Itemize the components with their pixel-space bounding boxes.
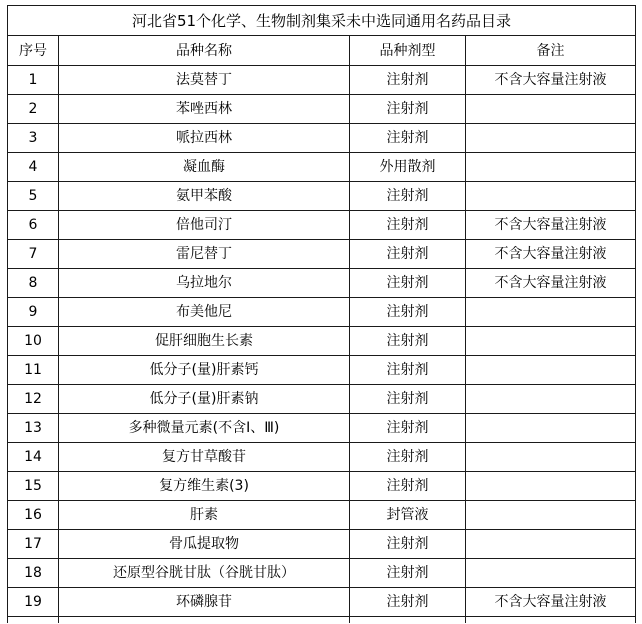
row-index-cell: 6 [8,211,59,240]
drug-name-cell: 骨瓜提取物 [59,530,350,559]
cropped-cell [8,617,59,624]
table-title: 河北省51个化学、生物制剂集采未中选同通用名药品目录 [8,6,636,36]
cropped-cell [466,617,636,624]
dosage-form-cell: 注射剂 [350,472,466,501]
note-cell [466,385,636,414]
row-index-cell: 9 [8,298,59,327]
drug-name-cell: 倍他司汀 [59,211,350,240]
row-index-cell: 15 [8,472,59,501]
drug-name-cell: 布美他尼 [59,298,350,327]
drug-name-cell: 低分子(量)肝素钙 [59,356,350,385]
dosage-form-cell: 注射剂 [350,211,466,240]
cropped-table-row [8,617,636,624]
table-row [8,269,636,298]
drug-name-cell: 还原型谷胱甘肽（谷胱甘肽） [59,559,350,588]
table-row [8,240,636,269]
note-cell [466,414,636,443]
cropped-cell [59,617,350,624]
drug-name-cell: 哌拉西林 [59,124,350,153]
note-cell: 不含大容量注射液 [466,240,636,269]
drug-catalog-table [7,5,636,623]
dosage-form-cell: 注射剂 [350,182,466,211]
drug-name-cell: 雷尼替丁 [59,240,350,269]
note-cell [466,124,636,153]
drug-name-cell: 法莫替丁 [59,66,350,95]
dosage-form-cell: 注射剂 [350,95,466,124]
table-row [8,298,636,327]
table-row [8,588,636,617]
header-form: 品种剂型 [350,36,466,66]
table-body [8,66,636,624]
note-cell [466,559,636,588]
row-index-cell: 13 [8,414,59,443]
note-cell: 不含大容量注射液 [466,66,636,95]
row-index-cell: 3 [8,124,59,153]
table-row [8,443,636,472]
dosage-form-cell: 注射剂 [350,66,466,95]
dosage-form-cell: 注射剂 [350,327,466,356]
row-index-cell: 1 [8,66,59,95]
dosage-form-cell: 外用散剂 [350,153,466,182]
table-row [8,327,636,356]
note-cell [466,182,636,211]
dosage-form-cell: 注射剂 [350,588,466,617]
row-index-cell: 17 [8,530,59,559]
dosage-form-cell: 封管液 [350,501,466,530]
header-name: 品种名称 [59,36,350,66]
row-index-cell: 10 [8,327,59,356]
drug-name-cell: 环磷腺苷 [59,588,350,617]
row-index-cell: 14 [8,443,59,472]
note-cell [466,298,636,327]
drug-name-cell: 氨甲苯酸 [59,182,350,211]
dosage-form-cell: 注射剂 [350,559,466,588]
row-index-cell: 12 [8,385,59,414]
dosage-form-cell: 注射剂 [350,269,466,298]
row-index-cell: 16 [8,501,59,530]
table-row [8,501,636,530]
dosage-form-cell: 注射剂 [350,443,466,472]
table-row [8,414,636,443]
drug-name-cell: 凝血酶 [59,153,350,182]
drug-name-cell: 多种微量元素(不含Ⅰ、Ⅲ) [59,414,350,443]
table-row [8,95,636,124]
dosage-form-cell: 注射剂 [350,530,466,559]
row-index-cell: 2 [8,95,59,124]
table-row [8,559,636,588]
table-row [8,530,636,559]
drug-name-cell: 肝素 [59,501,350,530]
table-row [8,66,636,95]
table-row [8,153,636,182]
dosage-form-cell: 注射剂 [350,414,466,443]
title-row [8,6,636,36]
table-row [8,124,636,153]
row-index-cell: 19 [8,588,59,617]
table-row [8,356,636,385]
header-index: 序号 [8,36,59,66]
drug-name-cell: 复方维生素(3) [59,472,350,501]
row-index-cell: 5 [8,182,59,211]
dosage-form-cell: 注射剂 [350,240,466,269]
note-cell: 不含大容量注射液 [466,269,636,298]
note-cell [466,530,636,559]
note-cell [466,153,636,182]
row-index-cell: 4 [8,153,59,182]
note-cell: 不含大容量注射液 [466,588,636,617]
drug-name-cell: 低分子(量)肝素钠 [59,385,350,414]
dosage-form-cell: 注射剂 [350,298,466,327]
dosage-form-cell: 注射剂 [350,124,466,153]
table-row [8,182,636,211]
drug-name-cell: 促肝细胞生长素 [59,327,350,356]
note-cell: 不含大容量注射液 [466,211,636,240]
row-index-cell: 11 [8,356,59,385]
note-cell [466,356,636,385]
dosage-form-cell: 注射剂 [350,356,466,385]
note-cell [466,327,636,356]
row-index-cell: 8 [8,269,59,298]
dosage-form-cell: 注射剂 [350,385,466,414]
drug-name-cell: 苯唑西林 [59,95,350,124]
note-cell [466,443,636,472]
header-row [8,36,636,66]
note-cell [466,472,636,501]
note-cell [466,95,636,124]
drug-name-cell: 乌拉地尔 [59,269,350,298]
drug-name-cell: 复方甘草酸苷 [59,443,350,472]
row-index-cell: 18 [8,559,59,588]
note-cell [466,501,636,530]
header-note: 备注 [466,36,636,66]
table-row [8,472,636,501]
table-row [8,385,636,414]
cropped-cell [350,617,466,624]
row-index-cell: 7 [8,240,59,269]
table-row [8,211,636,240]
